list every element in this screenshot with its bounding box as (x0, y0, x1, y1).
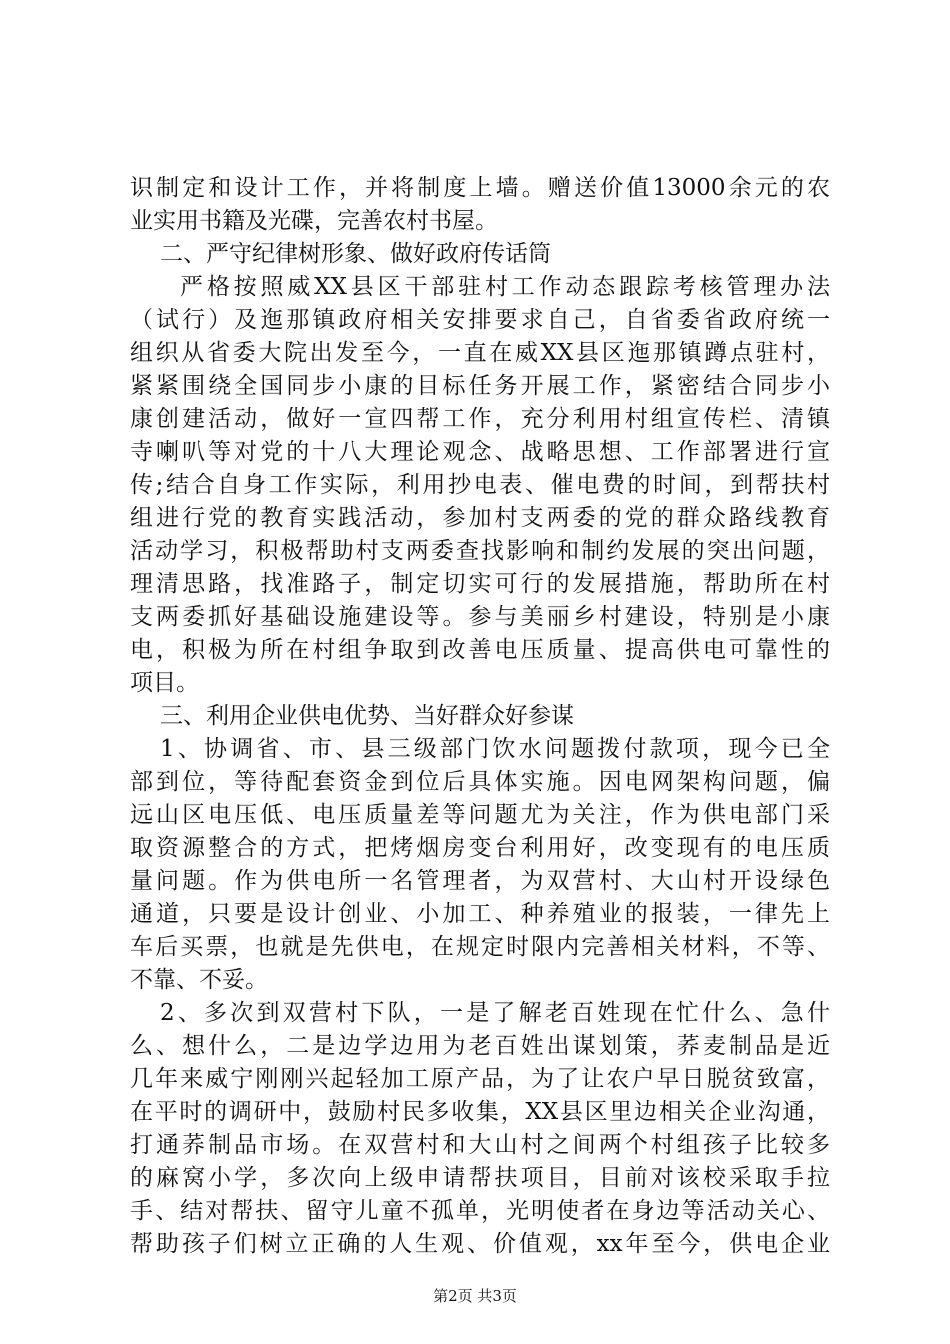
text-line: 手、结对帮扶、留守儿童不孤单，光明使者在身边等活动关心、 (130, 1198, 830, 1224)
text-line: 远山区电压低、电压质量差等问题尤为关注，作为供电部门采 (130, 802, 830, 828)
text-line: 康创建活动，做好一宣四帮工作，充分利用村组宣传栏、清镇 (130, 406, 830, 432)
text-line: 部到位，等待配套资金到位后具体实施。因电网架构问题，偏 (130, 769, 830, 795)
text-line: 业实用书籍及光碟，完善农村书屋。 (130, 208, 498, 234)
text-line: 支两委抓好基础设施建设等。参与美丽乡村建设，特别是小康 (130, 604, 830, 630)
text-line: 1、协调省、市、县三级部门饮水问题拨付款项，现今已全 (160, 736, 830, 762)
section-heading: 二、严守纪律树形象、做好政府传话筒 (160, 241, 551, 267)
text-line: 严格按照威XX县区干部驻村工作动态跟踪考核管理办法 (180, 274, 830, 300)
text-line: 几年来威宁刚刚兴起轻加工原产品，为了让农户早日脱贫致富， (130, 1066, 830, 1092)
text-line: 项目。 (130, 670, 199, 696)
text-line: 取资源整合的方式，把烤烟房变台利用好，改变现有的电压质 (130, 835, 830, 861)
text-line: 帮助孩子们树立正确的人生观、价值观，xx年至今，供电企业 (130, 1231, 830, 1257)
text-line: 打通荞制品市场。在双营村和大山村之间两个村组孩子比较多 (130, 1132, 830, 1158)
text-line: 传;结合自身工作实际，利用抄电表、催电费的时间，到帮扶村 (130, 472, 830, 498)
text-line: 的麻窝小学，多次向上级申请帮扶项目，目前对该校采取手拉 (130, 1165, 830, 1191)
text-line: 车后买票，也就是先供电，在规定时限内完善相关材料，不等、 (130, 934, 830, 960)
text-line: 紧紧围绕全国同步小康的目标任务开展工作，紧密结合同步小 (130, 373, 830, 399)
text-line: 活动学习，积极帮助村支两委查找影响和制约发展的突出问题， (130, 538, 830, 564)
section-heading: 三、利用企业供电优势、当好群众好参谋 (160, 703, 574, 729)
text-line: 理清思路，找准路子，制定切实可行的发展措施，帮助所在村 (130, 571, 830, 597)
text-line: 电，积极为所在村组争取到改善电压质量、提高供电可靠性的 (130, 637, 830, 663)
text-line: 识制定和设计工作，并将制度上墙。赠送价值13000余元的农 (130, 175, 830, 201)
text-line: 寺喇叭等对党的十八大理论观念、战略思想、工作部署进行宣 (130, 439, 830, 465)
text-line: 2、多次到双营村下队，一是了解老百姓现在忙什么、急什 (160, 1000, 830, 1026)
text-line: 组织从省委大院出发至今，一直在威XX县区迤那镇蹲点驻村， (130, 340, 830, 366)
text-line: 组进行党的教育实践活动，参加村支两委的党的群众路线教育 (130, 505, 830, 531)
text-line: 量问题。作为供电所一名管理者，为双营村、大山村开设绿色 (130, 868, 830, 894)
page-number-footer: 第2页 共3页 (433, 1287, 517, 1305)
text-line: 在平时的调研中，鼓励村民多收集，XX县区里边相关企业沟通， (130, 1099, 830, 1125)
text-line: 么、想什么，二是边学边用为老百姓出谋划策，荞麦制品是近 (130, 1033, 830, 1059)
text-line: （试行）及迤那镇政府相关安排要求自己，自省委省政府统一 (130, 307, 830, 333)
text-line: 通道，只要是设计创业、小加工、种养殖业的报装，一律先上 (130, 901, 830, 927)
text-line: 不靠、不妥。 (130, 967, 268, 993)
